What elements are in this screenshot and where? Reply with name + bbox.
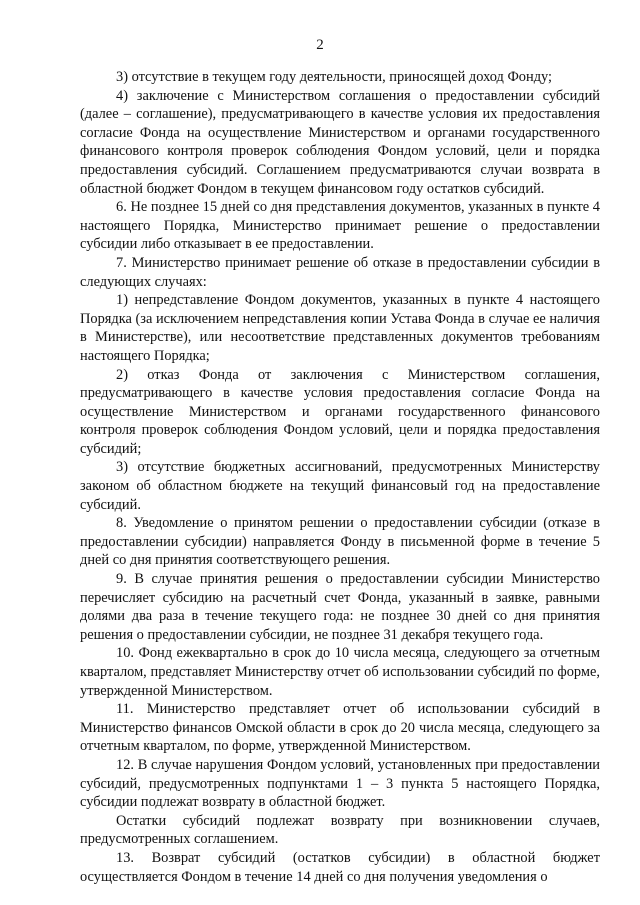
paragraph-clause-13: 13. Возврат субсидий (остатков субсидии) в областной бюджет осуществляется Фондом в течение 14 дней со дня получения уведомления о: [80, 849, 600, 885]
paragraph-clause-7-item-1: 1) непредставление Фондом документов, указанных в пункте 4 настоящего Порядка (за исключением непредставления копии Устава Фонда в случае ее наличия в Министерстве), или несоответствие представленных документов требованиям настоящего Порядка;: [80, 292, 600, 364]
paragraph-remainders: Остатки субсидий подлежат возврату при возникновении случаев, предусмотренных соглашением.: [80, 812, 600, 848]
paragraph-clause-10: 10. Фонд ежеквартально в срок до 10 числа месяца, следующего за отчетным кварталом, представляет Министерству отчет об использовании субсидий по форме, утвержденной Министерством.: [80, 645, 600, 699]
paragraph-clause-11: 11. Министерство представляет отчет об использовании субсидий в Министерство финансов Омской области в срок до 20 числа месяца, следующего за отчетным кварталом, по форме, утвержденной Министерством.: [80, 701, 600, 755]
paragraph-clause-6: 6. Не позднее 15 дней со дня представления документов, указанных в пункте 4 настоящего Порядка, Министерство принимает решение о предоставлении субсидии либо отказывает в ее предоставлении.: [80, 199, 600, 253]
paragraph-clause-9: 9. В случае принятия решения о предоставлении субсидии Министерство перечисляет субсидию на расчетный счет Фонда, указанный в заявке, равными долями два раза в течение текущего года: не позднее 30 дней со дня принятия решения о предоставлении субсидии, не позднее 31 декабря текущего года.: [80, 571, 600, 643]
paragraph-clause-7-item-3: 3) отсутствие бюджетных ассигнований, предусмотренных Министерству законом об областном бюджете на текущий финансовый год на предоставление субсидий.: [80, 459, 600, 513]
paragraph-item-3: 3) отсутствие в текущем году деятельности, приносящей доход Фонду;: [116, 69, 553, 85]
page-number: 2: [316, 37, 324, 53]
paragraph-clause-7: 7. Министерство принимает решение об отказе в предоставлении субсидии в следующих случаях:: [80, 254, 600, 290]
paragraph-item-4: 4) заключение с Министерством соглашения о предоставлении субсидий (далее – соглашение), предусматривающего в качестве условия их предоставления согласие Фонда на осуществление Министерством и органами государственного финансового контроля проверок соблюдения Фондом условий, цели и порядка предоставления субсидий. Соглашением предусматриваются случаи возврата в областной бюджет Фондом в текущем финансовом году остатков субсидий.: [80, 87, 600, 197]
document-body: [80, 68, 600, 886]
paragraph-clause-12: 12. В случае нарушения Фондом условий, установленных при предоставлении субсидий, предусмотренных подпунктами 1 – 3 пункта 5 настоящего Порядка, субсидии подлежат возврату в областной бюджет.: [80, 756, 600, 811]
paragraph-clause-7-item-2: 2) отказ Фонда от заключения с Министерством соглашения, предусматривающего в качестве условия предоставления согласие Фонда на осуществление Министерством и органами государственного финансового контроля проверок соблюдения Фондом условий, цели и порядка предоставления субсидий;: [80, 366, 600, 457]
paragraph-clause-8: 8. Уведомление о принятом решении о предоставлении субсидии (отказе в предоставлении субсидии) направляется Фонду в письменной форме в течение 5 дней со дня принятия соответствующего решения.: [80, 515, 600, 569]
